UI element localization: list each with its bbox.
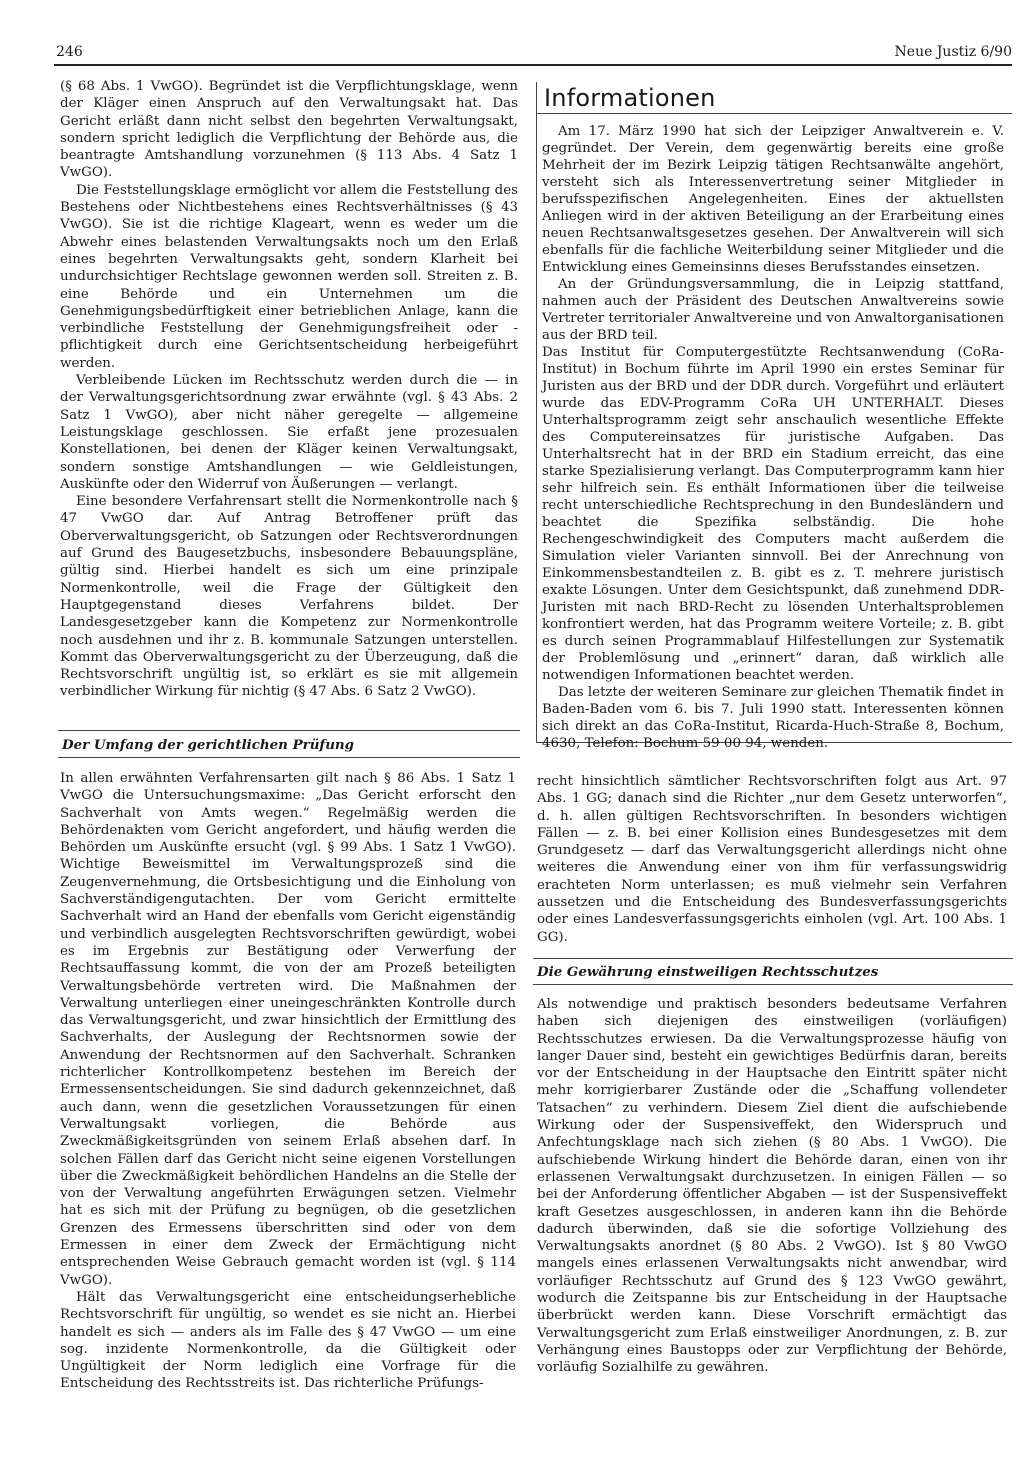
page-number: 246	[56, 44, 83, 60]
paragraph: Am 17. März 1990 hat sich der Leipziger Anwaltverein e. V. gegründet. Der Verein, dem gegenwärtig bereits eine große Mehrheit der im Bezirk Leipzig tätigen Rechtsanwälte angehört, versteht sich als Interessenvertretung seiner Mitglieder in berufsspezifischen Angelegenheiten. Eines der aktuellsten Anliegen wird in der aktiven Beteiligung an der Erarbeitung eines neuen Rechtsanwaltsgesetzes gesehen. Der Anwaltverein will sich ebenfalls für die fachliche Weiterbildung seiner Mitglieder und die Entwicklung eines Gemeinsinns dieses Berufsstandes einsetzen.	[542, 124, 1004, 275]
paragraph: An der Gründungsversammlung, die in Leipzig stattfand, nahmen auch der Präsident des Deutschen Anwaltvereins sowie Vertreter territorialer Anwaltvereine und von Anwaltorganisationen aus der BRD teil.	[542, 277, 1004, 343]
section-title: Die Gewährung einstweiligen Rechtsschutzes	[537, 964, 879, 980]
section-rule	[58, 757, 520, 758]
paragraph: Das Institut für Computergestützte Rechtsanwendung (CoRa-Institut) in Bochum führte im April 1990 ein erstes Seminar für Juristen aus der BRD und der DDR durch. Vorgeführt und erläutert wurde das EDV-Programm CoRa UH UNTERHALT. Dieses Unterhaltsprogramm zeigt sehr anschaulich wesentliche Effekte des Computereinsatzes für juristische Aufgaben. Das Unterhaltsrecht hat in der BRD ein Stadium erreicht, das eine starke Spezialisierung verlangt. Das Computerprogramm kann hier sehr hilfreich sein. Es enthält Informationen über die teilweise recht unterschiedliche Rechtsprechung in den Bundesländern und beachtet die Spezifika selbständig. Die hohe Rechengeschwindigkeit des Computers macht außerdem die Simulation vieler Varianten sinnvoll. Bei der Anrechnung von Einkommensbestandteilen z. B. gibt es z. T. mehrere juristisch exakte Lösungen. Unter dem Gesichtspunkt, daß zunehmend DDR-Juristen mit nach BRD-Recht zu lösenden Unterhaltsproblemen konfrontiert werden, hat das Programm weitere Vorteile; z. B. gibt es durch seinen Programmablauf Hilfestellungen zur Systematik der Problemlösung und „erinnert“ daran, daß wirklich alle notwendigen Informationen beachtet werden.	[542, 345, 1004, 683]
section1-left-text	[60, 770, 516, 1393]
info-title-rule	[536, 113, 1012, 114]
section-rule	[533, 958, 1013, 959]
paragraph: In allen erwähnten Verfahrensarten gilt nach § 86 Abs. 1 Satz 1 VwGO die Untersuchungsmaxime: „Das Gericht erforscht den Sachverhalt von Amts wegen.“ Regelmäßig werden die Behördenakten vom Gericht angefordert, und häufig werden die Behörden um Auskünfte ersucht (vgl. § 99 Abs. 1 Satz 1 VwGO). Wichtige Beweismittel im Verwaltungsprozeß sind die Zeugenvernehmung, die Ortsbesichtigung und die Einholung von Sachverständigengutachten. Der vom Gericht ermittelte Sachverhalt wird an Hand der ebenfalls vom Gericht eigenständig und verbindlich ausgelegten Rechtsvorschriften gewürdigt, wobei es im Ergebnis zur Bestätigung oder Verwerfung der Rechtsauffassung kommt, die von der am Prozeß beteiligten Verwaltungsbehörde vertreten wird. Die Maßnahmen der Verwaltung unterliegen einer uneingeschränkten Kontrolle durch das Verwaltungsgericht, und zwar hinsichtlich der Ermittlung des Sachverhalts, der Auslegung der Rechtsnormen sowie der Anwendung der Rechtsnormen auf den Sachverhalt. Schranken richterlicher Kontrollkompetenz bestehen im Bereich der Ermessensentscheidungen. Sie sind dadurch gekennzeichnet, daß auch dann, wenn die gesetzlichen Voraussetzungen für einen Verwaltungsakt vorliegen, die Behörde aus Zweckmäßigkeitsgründen von seinem Erlaß absehen darf. In solchen Fällen darf das Gericht nicht seine eigenen Vorstellungen über die Zweckmäßigkeit behördlichen Handelns an die Stelle der von der Verwaltung angeführten Erwägungen setzen. Vielmehr hat es sich mit der Prüfung zu begnügen, ob die gesetzlichen Grenzen des Ermessens überschritten sind oder von dem Ermessen in einer dem Zweck der Ermächtigung nicht entsprechenden Weise Gebrauch gemacht worden ist (vgl. § 114 VwGO).	[60, 771, 516, 1288]
paragraph: Eine besondere Verfahrensart stellt die Normenkontrolle nach § 47 VwGO dar. Auf Antrag Betroffener prüft das Oberverwaltungsgericht, ob Satzungen oder Rechtsverordnungen auf Grund des Baugesetzbuchs, insbesondere Bebauungspläne, gültig sind. Hierbei handelt es sich um eine prinzipale Normenkontrolle, weil die Frage der Gültigkeit den Hauptgegenstand dieses Verfahrens bildet. Der Landesgesetzgeber kann die Kompetenz zur Normenkontrolle noch ausdehnen und ihr z. B. kommunale Satzungen unterstellen. Kommt das Oberverwaltungsgericht zu der Überzeugung, daß die Rechtsvorschrift ungültig ist, so erklärt es sie mit allgemein verbindlicher Wirkung für nichtig (§ 47 Abs. 6 Satz 2 VwGO).	[60, 494, 518, 700]
section2-text	[537, 996, 1007, 1377]
paragraph: Als notwendige und praktisch besonders bedeutsame Verfahren haben sich diejenigen des einstweiligen (vorläufigen) Rechtsschutzes erwiesen. Da die Verwaltungsprozesse häufig von langer Dauer sind, besteht ein gewichtiges Bedürfnis daran, bereits vor der Entscheidung in der Hauptsache den Eintritt später nicht mehr korrigierbarer Zustände oder die „Schaffung vollendeter Tatsachen“ zu verhindern. Diesem Ziel dient die aufschiebende Wirkung oder der Suspensiveffekt, den Widerspruch und Anfechtungsklage nach sich ziehen (§ 80 Abs. 1 VwGO). Die aufschiebende Wirkung hindert die Behörde daran, einen von ihr erlassenen Verwaltungsakt durchzusetzen. In einigen Fällen — so bei der Anforderung öffentlicher Abgaben — ist der Suspensiveffekt kraft Gesetzes ausgeschlossen, in anderen kann ihn die Behörde dadurch überwinden, daß sie die sofortige Vollziehung des Verwaltungsakts anordnet (§ 80 Abs. 2 VwGO). Ist § 80 VwGO mangels eines erlassenen Verwaltungsakts nicht anwendbar, wird vorläufiger Rechtsschutz auf Grund des § 123 VwGO gewährt, wodurch die Zeitspanne bis zur Entscheidung in der Hauptsache überbrückt werden kann. Diese Vorschrift ermächtigt das Verwaltungsgericht zum Erlaß einstweiliger Anordnungen, z. B. zur Verhängung eines Baustopps oder zur Verpflichtung der Behörde, vorläufig Sozialhilfe zu gewähren.	[537, 997, 1007, 1376]
info-box-title: Informationen	[544, 84, 716, 112]
paragraph: (§ 68 Abs. 1 VwGO). Begründet ist die Verpflichtungsklage, wenn der Kläger einen Anspruch auf den Verwaltungsakt hat. Das Gericht erläßt dann nicht selbst den begehrten Verwaltungsakt, sondern spricht lediglich die Verpflichtung der Behörde aus, die beantragte Amtshandlung vorzunehmen (§ 113 Abs. 4 Satz 1 VwGO).	[60, 79, 518, 181]
paragraph: Das letzte der weiteren Seminare zur gleichen Thematik findet in Baden-Baden vom 6. bis 7. Juli 1990 statt. Interessenten können sich direkt an das CoRa-Institut, Ricarda-Huch-Straße 8, Bochum, 4630, Telefon: Bochum 59 00 94, wenden.	[542, 685, 1004, 751]
section-title: Der Umfang der gerichtlichen Prüfung	[62, 737, 355, 753]
section1-right-text	[537, 773, 1007, 946]
journal-issue: Neue Justiz 6/90	[894, 44, 1012, 60]
paragraph: recht hinsichtlich sämtlicher Rechtsvorschriften folgt aus Art. 97 Abs. 1 GG; danach sind die Richter „nur dem Gesetz unterworfen“, d. h. allen gültigen Rechtsvorschriften. In besonders wichtigen Fällen — z. B. bei einer Kollision eines Bundesgesetzes mit dem Grundgesetz — darf das Verwaltungsgericht allerdings nicht ohne weiteres die Anwendung einer von ihm für verfassungswidrig erachteten Norm unterlassen; es muß vielmehr sein Verfahren aussetzen und die Entscheidung des Bundesverfassungsgerichts oder eines Landesverfassungsgerichts einholen (vgl. Art. 100 Abs. 1 GG).	[537, 774, 1007, 945]
paragraph: Verbleibende Lücken im Rechtsschutz werden durch die — in der Verwaltungsgerichtsordnung zwar erwähnte (vgl. § 43 Abs. 2 Satz 1 VwGO), aber nicht näher geregelte — allgemeine Leistungsklage geschlossen. Sie erfaßt jene prozesualen Konstellationen, bei denen der Kläger keinen Verwaltungsakt, sondern sonstige Amtshandlungen — wie Geldleistungen, Auskünfte oder den Widerruf von Äußerungen — verlangt.	[60, 373, 518, 492]
info-box-left-rule	[536, 82, 537, 742]
section-rule	[58, 730, 520, 731]
section-rule	[533, 984, 1013, 985]
paragraph: Hält das Verwaltungsgericht eine entscheidungserhebliche Rechtsvorschrift für ungültig, so wendet es sie nicht an. Hierbei handelt es sich — anders als im Falle des § 47 VwGO — um eine sog. inzidente Normenkontrolle, da die Gültigkeit oder Ungültigkeit der Norm lediglich eine Vorfrage für die Entscheidung des Rechtsstreits ist. Das richterliche Prüfungs-	[60, 1289, 516, 1392]
info-box-content	[542, 123, 1004, 752]
header-rule	[54, 64, 1012, 66]
paragraph: Die Feststellungsklage ermöglicht vor allem die Feststellung des Bestehens oder Nichtbestehens eines Rechtsverhältnisses (§ 43 VwGO). Sie ist die richtige Klageart, wenn es weder um die Abwehr eines belastenden Verwaltungsakts noch um den Erlaß eines begehrten Verwaltungsakts geht, sondern Klarheit bei undurchsichtiger Rechtslage gewonnen werden soll. Streiten z. B. eine Behörde und ein Unternehmen um die Genehmigungsbedürftigkeit einer betrieblichen Anlage, kann die verbindliche Feststellung der Genehmigungsfreiheit oder -pflichtigkeit durch eine Gerichtsentscheidung herbeigeführt werden.	[60, 182, 518, 371]
left-column	[60, 78, 518, 701]
